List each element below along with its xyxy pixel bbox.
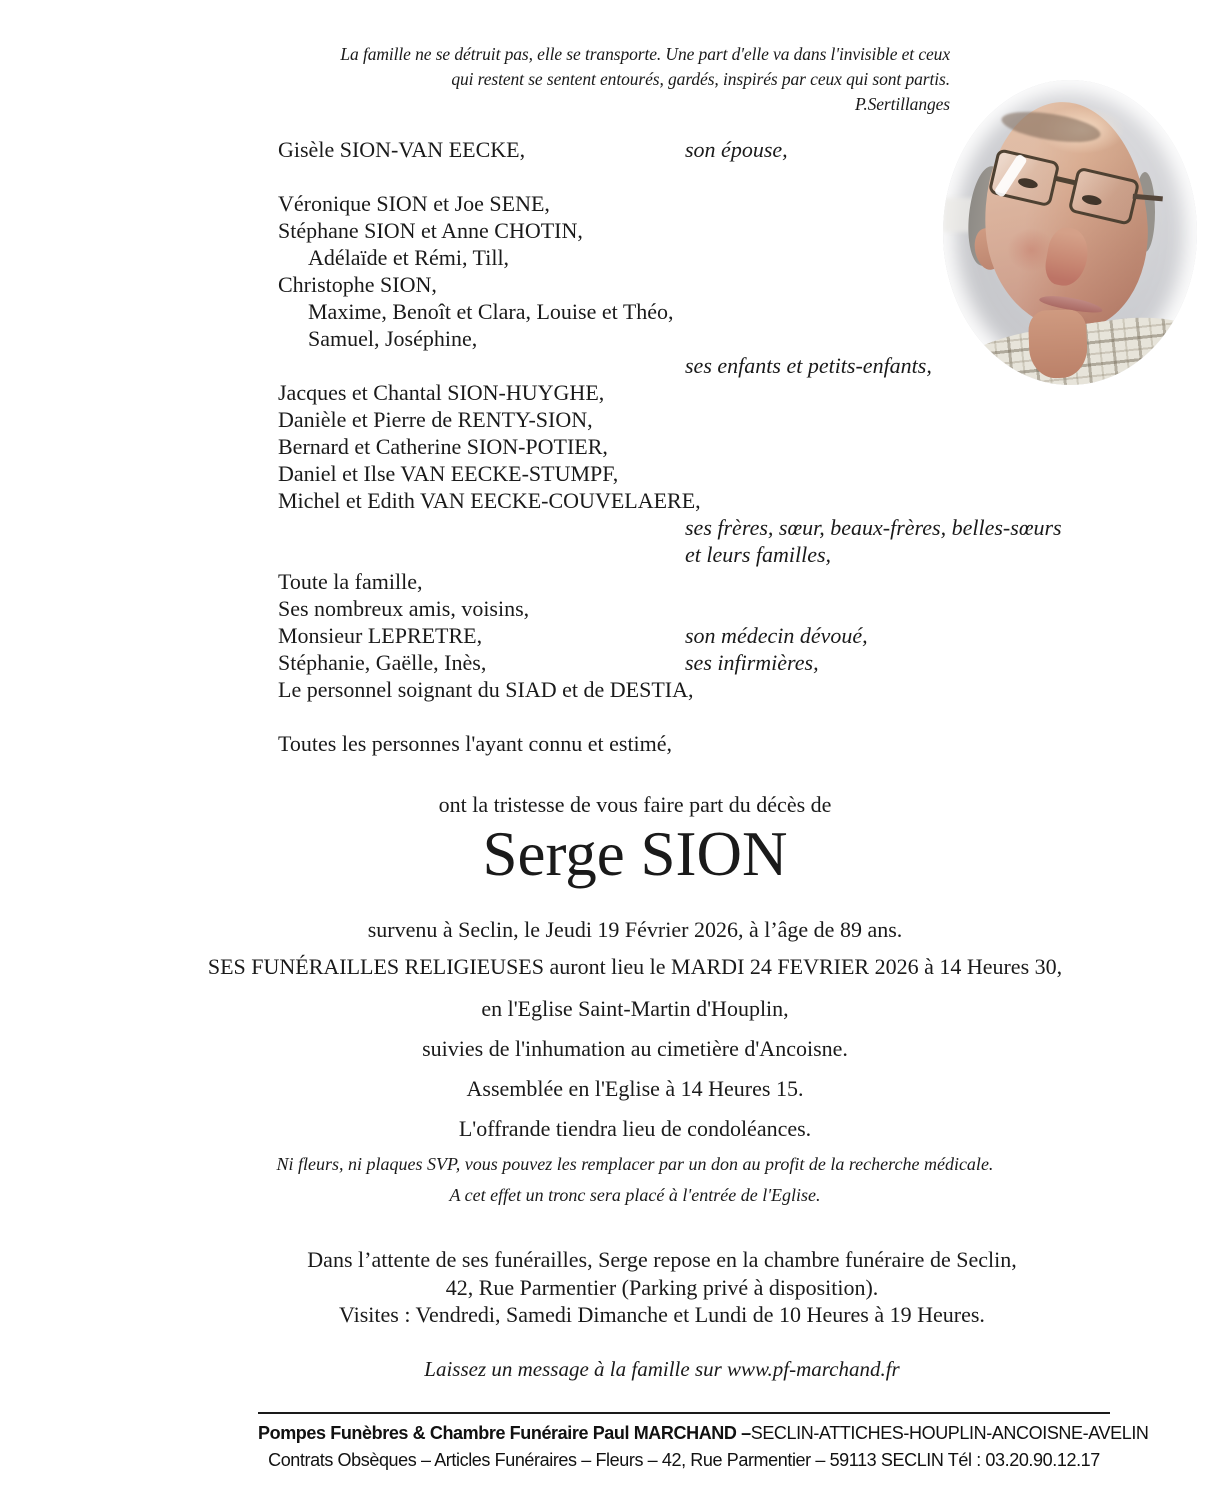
funeral-home-line (258, 1421, 1149, 1445)
family-row (278, 730, 701, 757)
funeral-home-footer (258, 1412, 1149, 1472)
family-row (278, 487, 701, 514)
epigraph-attribution: P.Sertillanges (854, 94, 950, 114)
photo-lens-glare (994, 153, 1028, 198)
family-row (278, 460, 701, 487)
footer-rule (258, 1412, 1110, 1414)
announcement-intro: ont la tristesse de vous faire part du décès de (438, 792, 832, 817)
member-names: Adélaïde et Rémi, Till, (308, 245, 510, 270)
repose-line-1: Dans l’attente de ses funérailles, Serge repose en la chambre funéraire de Seclin, (307, 1247, 1017, 1272)
offering-line: L'offrande tiendra lieu de condoléances. (458, 1116, 812, 1141)
family-row (278, 541, 832, 568)
family-row (278, 190, 701, 217)
family-row (278, 271, 701, 298)
member-names: Daniel et Ilse VAN EECKE-STUMPF, (278, 461, 619, 486)
photo-eye-right (1081, 193, 1103, 206)
relation-label: ses infirmières, (685, 650, 819, 675)
family-row (278, 568, 701, 595)
family-row (278, 217, 701, 244)
family-row (278, 595, 701, 622)
relation-label: son épouse, (685, 137, 788, 162)
member-names: Le personnel soignant du SIAD et de DESTIA, (278, 677, 694, 702)
family-row (278, 136, 788, 163)
family-row (278, 244, 701, 271)
relation-label: ses frères, sœur, beaux-frères, belles-sœurs (685, 515, 1062, 540)
family-row (278, 406, 701, 433)
church-line: en l'Eglise Saint-Martin d'Houplin, (481, 996, 789, 1021)
photo-lens-left (988, 148, 1061, 207)
member-names: Stéphanie, Gaëlle, Inès, (278, 650, 487, 675)
epigraph-line-2: qui restent se sentent entourés, gardés, inspirés par ceux qui sont partis. (451, 69, 950, 89)
relation-label: ses enfants et petits-enfants, (685, 353, 932, 378)
guestbook-message: Laissez un message à la famille sur www.pf-marchand.fr (424, 1357, 900, 1381)
family-row (278, 352, 932, 379)
funeral-home-services: Contrats Obsèques – Articles Funéraires – Fleurs – 42, Rue Parmentier – 59113 SECLIN Tél : 03.20.90.12.17 (268, 1450, 1100, 1470)
family-row (278, 649, 819, 676)
family-list (278, 136, 1062, 757)
member-names: Michel et Edith VAN EECKE-COUVELAERE, (278, 488, 701, 513)
burial-line: suivies de l'inhumation au cimetière d'Ancoisne. (422, 1036, 848, 1061)
member-names: Danièle et Pierre de RENTY-SION, (278, 407, 593, 432)
member-names: Samuel, Joséphine, (308, 326, 478, 351)
donation-note-2: A cet effet un tronc sera placé à l'entrée de l'Eglise. (449, 1185, 821, 1205)
family-row (278, 298, 701, 325)
funeral-home-cities: SECLIN-ATTICHES-HOUPLIN-ANCOISNE-AVELIN (750, 1423, 1149, 1443)
assembly-line: Assemblée en l'Eglise à 14 Heures 15. (466, 1076, 804, 1101)
family-row (278, 433, 701, 460)
member-names: Véronique SION et Joe SENE, (278, 191, 550, 216)
member-names: Toutes les personnes l'ayant connu et estimé, (278, 731, 673, 756)
member-names: Monsieur LEPRETRE, (278, 623, 483, 648)
epigraph-line-1: La famille ne se détruit pas, elle se transporte. Une part d'elle va dans l'invisible et ceux (340, 44, 950, 64)
family-row (278, 622, 868, 649)
photo-lens-right (1068, 167, 1141, 226)
funeral-line: SES FUNÉRAILLES RELIGIEUSES auront lieu le MARDI 24 FEVRIER 2026 à 14 Heures 30, (207, 954, 1063, 979)
relation-label: et leurs familles, (685, 542, 832, 567)
member-names: Jacques et Chantal SION-HUYGHE, (278, 380, 605, 405)
family-row (278, 514, 1062, 541)
portrait-photo (943, 80, 1197, 385)
family-row (278, 325, 701, 352)
member-names: Toute la famille, (278, 569, 423, 594)
photo-glasses-temple (1133, 194, 1163, 202)
photo-eye-left (1017, 177, 1039, 190)
deceased-name: Serge SION (482, 819, 788, 889)
family-row (278, 676, 701, 703)
relation-label: son médecin dévoué, (685, 623, 868, 648)
member-names: Bernard et Catherine SION-POTIER, (278, 434, 608, 459)
funeral-home-name: Pompes Funèbres & Chambre Funéraire Paul MARCHAND – (258, 1423, 751, 1443)
member-names: Ses nombreux amis, voisins, (278, 596, 530, 621)
donation-note-1: Ni fleurs, ni plaques SVP, vous pouvez les remplacer par un don au profit de la recherche médicale. (276, 1154, 994, 1174)
repose-line-3: Visites : Vendredi, Samedi Dimanche et Lundi de 10 Heures à 19 Heures. (339, 1302, 985, 1327)
death-details: survenu à Seclin, le Jeudi 19 Février 2026, à l’âge de 89 ans. (367, 917, 903, 942)
photo-neck (1028, 309, 1088, 379)
family-row (278, 379, 701, 406)
photo-glasses-bridge (1053, 175, 1076, 185)
member-names: Gisèle SION-VAN EECKE, (278, 137, 526, 162)
member-names: Maxime, Benoît et Clara, Louise et Théo, (308, 299, 674, 324)
member-names: Stéphane SION et Anne CHOTIN, (278, 218, 583, 243)
repose-line-2: 42, Rue Parmentier (Parking privé à disposition). (445, 1275, 879, 1300)
member-names: Christophe SION, (278, 272, 437, 297)
epigraph (340, 42, 950, 117)
